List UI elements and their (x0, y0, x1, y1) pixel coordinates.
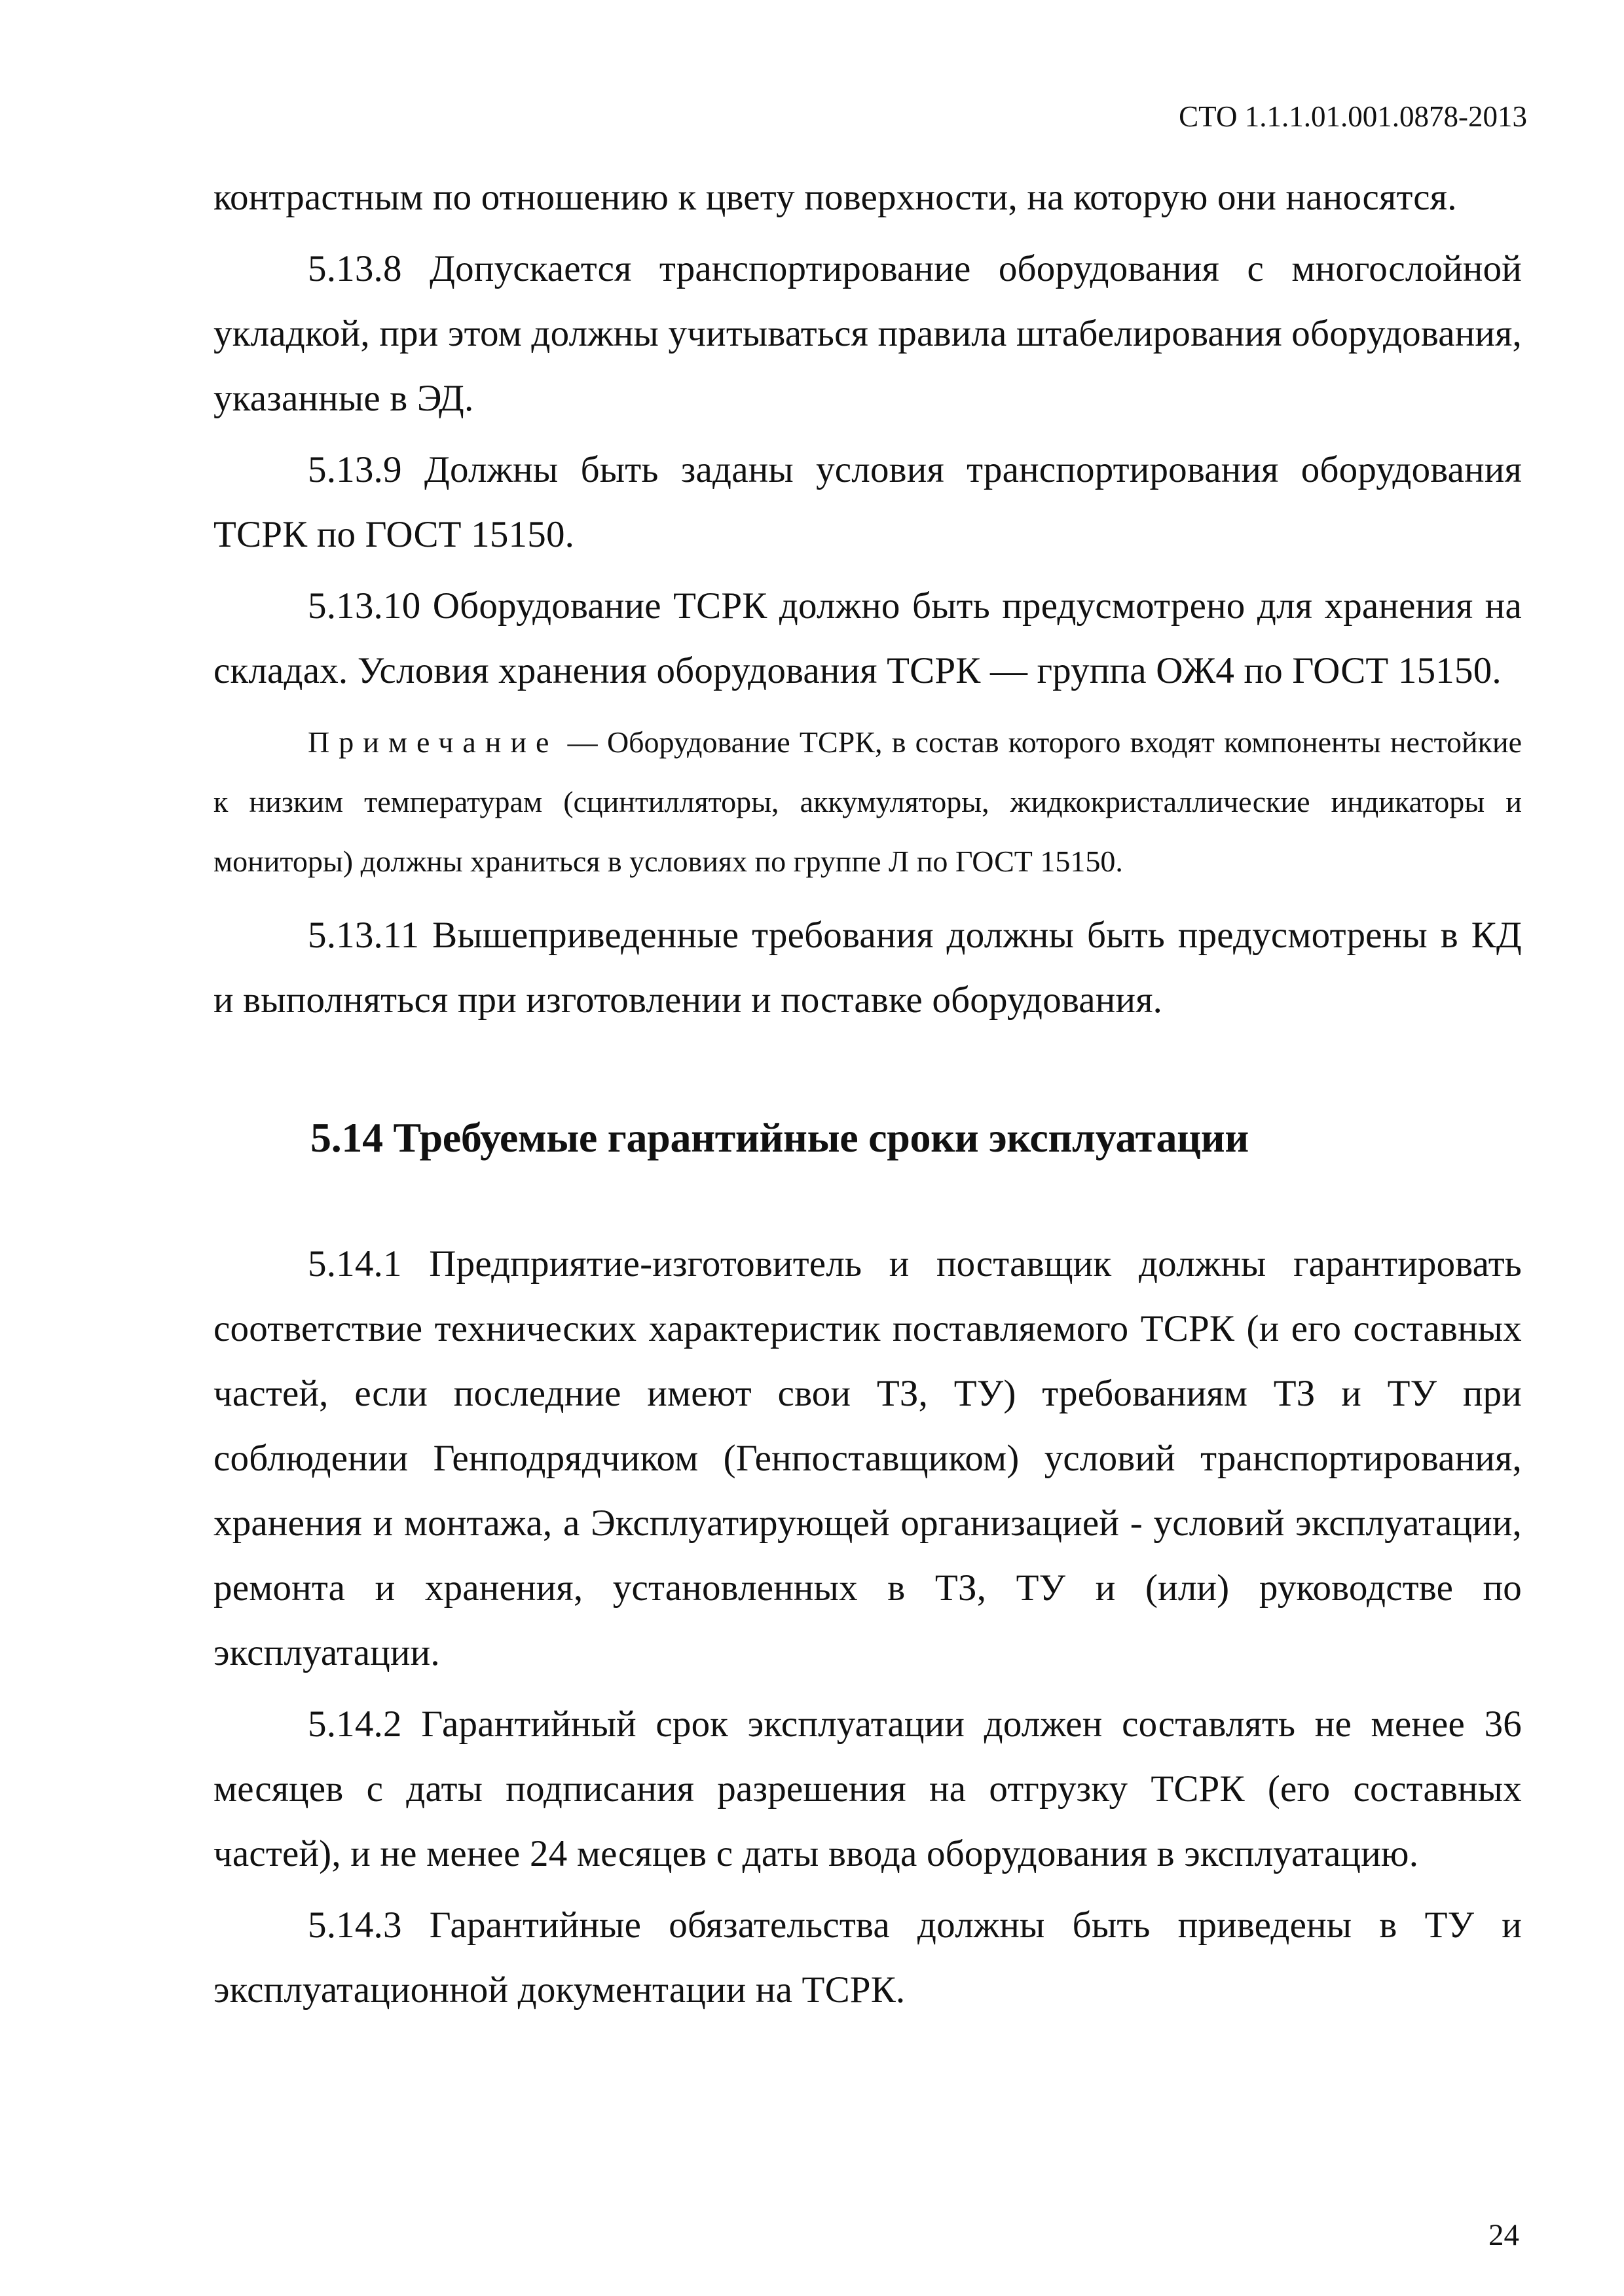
note-block (213, 712, 1522, 891)
paragraph-5-14-2: 5.14.2 Гарантийный срок эксплуатации должен составлять не менее 36 месяцев с даты подписания разрешения на отгрузку ТСРК (его составных частей), и не менее 24 месяцев с даты ввода оборудования в эксплуатацию. (213, 1704, 1522, 1874)
note-text: Оборудование ТСРК, в состав которого входят компоненты нестойкие к низким температурам (сцинтилляторы, аккумуляторы, жидкокристаллические индикаторы и мониторы) должны храниться в условиях по группе Л по ГОСТ 15150. (213, 725, 1522, 878)
spacer (213, 230, 1522, 236)
spacer (213, 1685, 1522, 1692)
page-number: 24 (1488, 2218, 1519, 2252)
note-dash: — (558, 725, 607, 759)
spacer (213, 1886, 1522, 1893)
paragraph-5-13-10: 5.13.10 Оборудование ТСРК должно быть предусмотрено для хранения на складах. Условия хранения оборудования ТСРК — группа ОЖ4 по ГОСТ 15150. (213, 585, 1522, 691)
paragraph-5-13-9: 5.13.9 Должны быть заданы условия транспортирования оборудования ТСРК по ГОСТ 15150. (213, 449, 1522, 555)
paragraph-5-13-11: 5.13.11 Вышеприведенные требования должны быть предусмотрены в КД и выполняться при изготовлении и поставке оборудования. (213, 915, 1522, 1021)
note-label: Примечание (308, 725, 559, 759)
section-title: 5.14 Требуемые гарантийные сроки эксплуатации (310, 1114, 1249, 1161)
paragraph-continuation: контрастным по отношению к цвету поверхности, на которую они наносятся. (213, 177, 1457, 218)
spacer (213, 567, 1522, 574)
paragraph-5-13-8: 5.13.8 Допускается транспортирование оборудования с многослойной укладкой, при этом должны учитываться правила штабелирования оборудования, указанные в ЭД. (213, 248, 1522, 419)
paragraph-5-14-1: 5.14.1 Предприятие-изготовитель и поставщик должны гарантировать соответствие технических характеристик поставляемого ТСРК (и его составных частей, если последние имеют свои ТЗ, ТУ) требованиям ТЗ и ТУ при соблюдении Генподрядчиком (Генпоставщиком) условий транспортирования, хранения и монтажа, а Эксплуатирующей организацией - условий эксплуатации, ремонта и хранения, установленных в ТЗ, ТУ и (или) руководстве по эксплуатации. (213, 1243, 1522, 1673)
spacer (213, 431, 1522, 437)
page-body (213, 165, 1522, 2022)
paragraph-5-14-3: 5.14.3 Гарантийные обязательства должны быть приведены в ТУ и эксплуатационной документации на ТСРК. (213, 1904, 1522, 2011)
document-code: СТО 1.1.1.01.001.0878-2013 (1179, 100, 1527, 133)
